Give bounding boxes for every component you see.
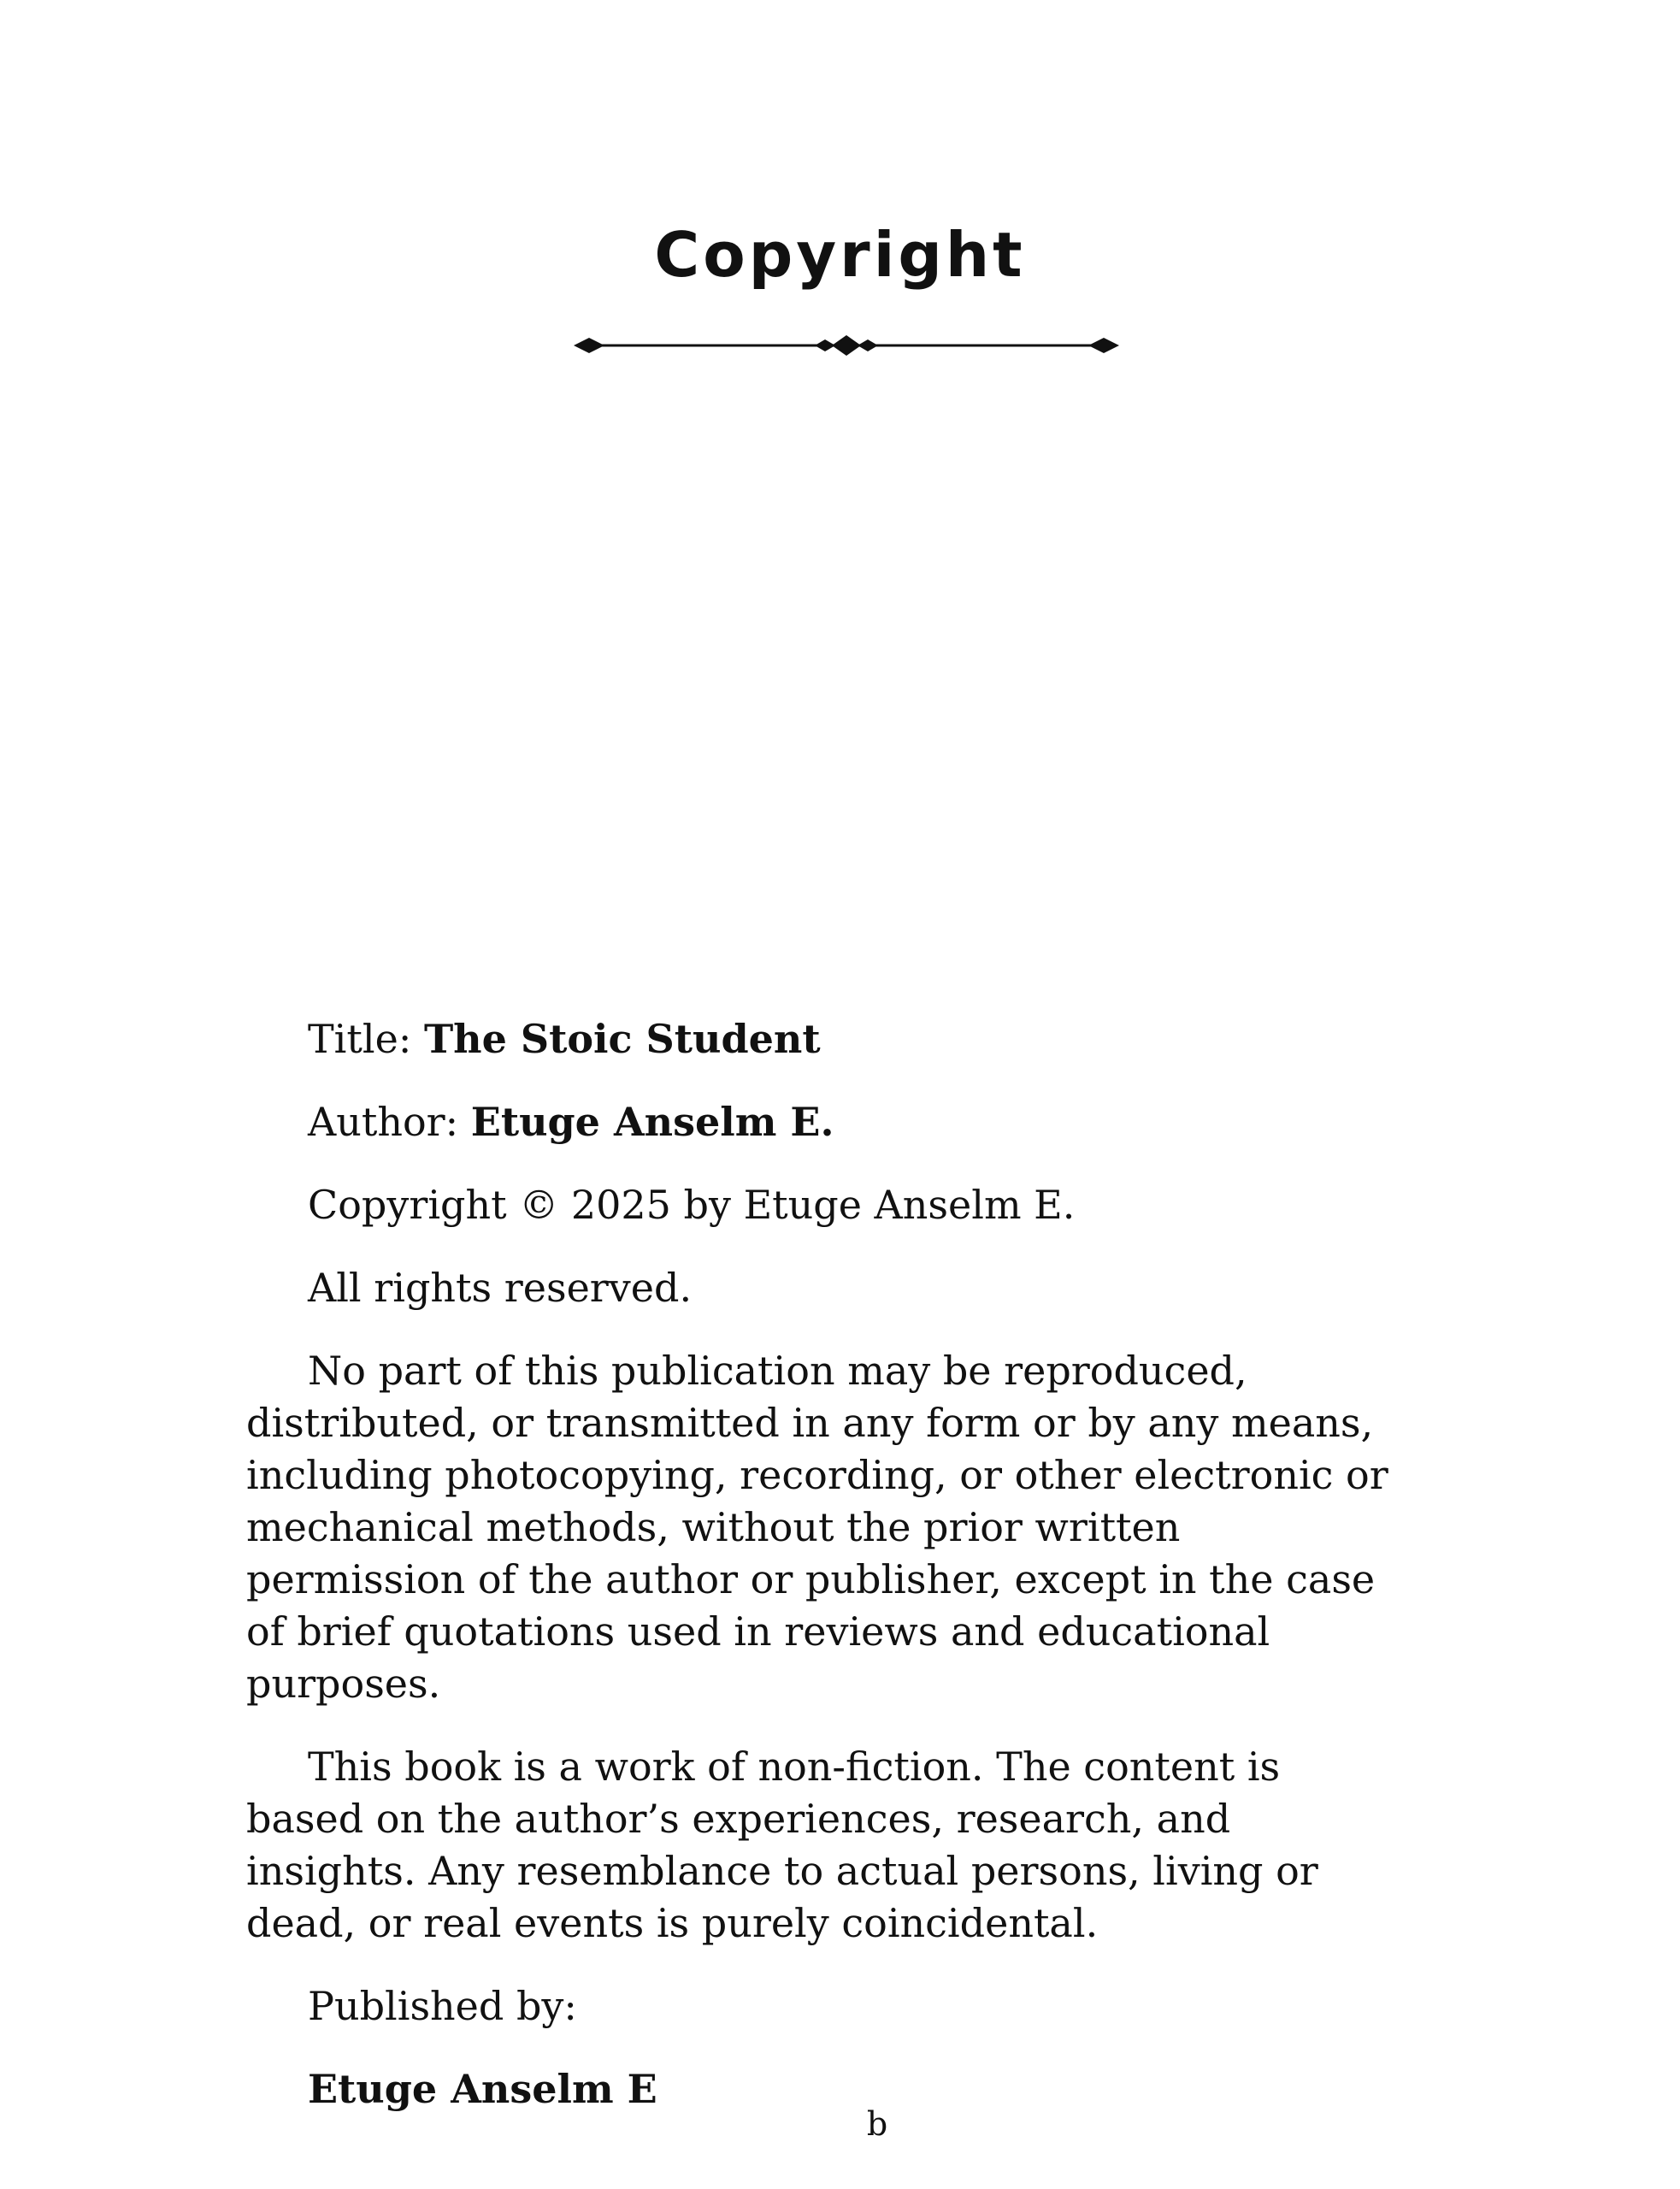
page-number: b — [866, 2105, 888, 2143]
title-label: Title: — [308, 1016, 424, 1062]
publisher-name: Etuge Anselm E — [308, 2066, 657, 2112]
ornament-divider — [569, 330, 1124, 361]
title-line — [246, 1013, 1409, 1065]
author-line — [246, 1096, 1409, 1148]
page-title: Copyright — [654, 219, 1026, 291]
book-title: The Stoic Student — [423, 1016, 821, 1062]
reproduction-paragraph: No part of this publication may be reproduced, distributed, or transmitted in any form or by any means, including photocopying, recording, or other electronic or mechanical methods, without the prior written permission of the author or publisher, except in the case of brief quotations used in reviews and educational purposes. — [246, 1348, 1388, 1707]
nonfiction-paragraph: This book is a work of non-fiction. The content is based on the author’s experiences, research, and insights. Any resemblance to actual persons, living or dead, or real events is purely coincidental. — [246, 1744, 1318, 1946]
rights-line: All rights reserved. — [308, 1265, 693, 1311]
copyright-line: Copyright © 2025 by Etuge Anselm E. — [308, 1182, 1076, 1228]
author-name: Etuge Anselm E. — [470, 1099, 834, 1145]
publisher-label: Published by: — [308, 1983, 577, 2029]
copyright-body — [246, 1013, 1409, 2146]
author-label: Author: — [308, 1099, 471, 1145]
